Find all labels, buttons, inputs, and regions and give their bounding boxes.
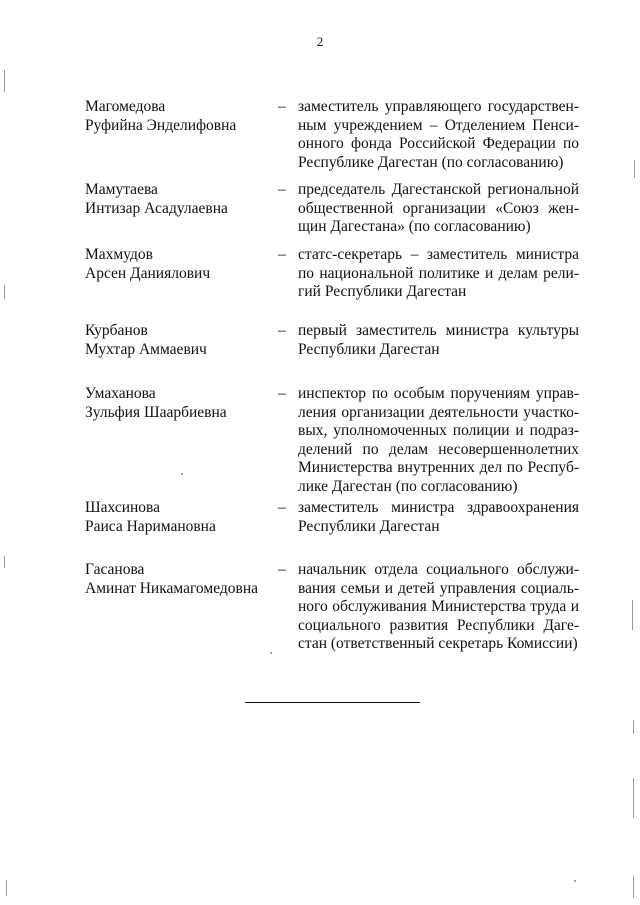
role-line: стан (ответственный секретарь Комиссии) xyxy=(298,635,578,652)
member-role xyxy=(298,561,579,654)
member-given-names: Раиса Наримановна xyxy=(85,517,216,535)
member-given-names: Мухтар Аммаевич xyxy=(85,340,207,358)
dash-separator: – xyxy=(278,181,286,198)
role-line: заместитель управляющего государствен- xyxy=(298,98,579,115)
member-surname: Шахсинова xyxy=(85,499,161,516)
role-line: Республики Дагестан xyxy=(298,517,440,535)
scan-edge-mark xyxy=(632,600,633,630)
member-role xyxy=(298,322,579,359)
dash-separator: – xyxy=(278,385,286,402)
role-line: щин Дагестана» (по согласованию) xyxy=(298,218,531,235)
role-line: по национальной политике и делам рели- xyxy=(298,264,579,282)
role-line: лике Дагестан (по согласованию) xyxy=(298,477,518,495)
member-given-names: Аминат Никамагомедовна xyxy=(85,579,259,597)
member-given-names: Интизар Асадулаевна xyxy=(85,199,228,217)
member-name xyxy=(85,385,275,422)
member-name xyxy=(85,561,275,598)
member-surname: Махмудов xyxy=(85,246,153,263)
scan-speck xyxy=(270,652,272,654)
role-line: Республики Дагестан xyxy=(298,340,440,358)
member-name xyxy=(85,322,275,359)
role-line: инспектор по особым поручениям управ- xyxy=(298,385,579,402)
role-line: социального развития Республики Даге- xyxy=(298,616,579,634)
member-name xyxy=(85,499,275,536)
member-name xyxy=(85,246,275,283)
role-line: заместитель министра здравоохранения xyxy=(298,499,579,516)
scan-edge-mark xyxy=(633,720,634,734)
role-line: ного обслуживания Министерства труда и xyxy=(298,598,579,615)
dash-separator: – xyxy=(278,499,286,516)
member-given-names: Арсен Даниялович xyxy=(85,264,211,282)
role-line: начальник отдела социального обслужи- xyxy=(298,561,579,578)
member-name xyxy=(85,98,275,135)
member-role xyxy=(298,181,579,237)
dash-separator: – xyxy=(278,98,286,115)
member-role xyxy=(298,98,579,172)
role-line: первый заместитель министра культуры xyxy=(298,322,579,339)
member-surname: Мамутаева xyxy=(85,181,158,198)
scan-speck xyxy=(181,473,183,475)
dash-separator: – xyxy=(278,322,286,339)
role-line: гий Республики Дагестан xyxy=(298,283,467,300)
page-number: 2 xyxy=(316,34,324,49)
role-line: делений по делам несовершеннолетних xyxy=(298,440,579,458)
member-surname: Курбанов xyxy=(85,322,148,339)
dash-separator: – xyxy=(278,561,286,578)
role-line: Министерства внутренних дел по Респуб- xyxy=(298,459,579,476)
dash-separator: – xyxy=(278,246,286,263)
scan-edge-mark xyxy=(6,880,7,896)
scan-edge-mark xyxy=(4,556,5,568)
role-line: онного фонда Российской Федерации по xyxy=(298,135,579,152)
scan-edge-mark xyxy=(4,70,5,92)
role-line: ления организации деятельности участко- xyxy=(298,403,579,421)
member-surname: Гасанова xyxy=(85,561,145,578)
role-line: вания семьи и детей управления социаль- xyxy=(298,579,579,597)
member-given-names: Зульфия Шаарбиевна xyxy=(85,403,227,421)
closing-rule xyxy=(245,702,420,703)
role-line: Республике Дагестан (по согласованию) xyxy=(298,153,564,171)
member-surname: Магомедова xyxy=(85,98,166,115)
member-given-names: Руфийна Энделифовна xyxy=(85,116,237,134)
role-line: председатель Дагестанской региональной xyxy=(298,181,579,198)
member-role xyxy=(298,385,579,496)
member-surname: Умаханова xyxy=(85,385,156,402)
scan-edge-mark xyxy=(633,876,634,898)
scan-edge-mark xyxy=(634,160,635,178)
scan-edge-mark xyxy=(4,285,5,299)
member-name xyxy=(85,181,275,218)
member-role xyxy=(298,246,579,302)
member-role xyxy=(298,499,579,536)
scan-speck xyxy=(574,880,576,882)
role-line: статс-секретарь – заместитель министра xyxy=(298,246,579,263)
role-line: ным учреждением – Отделением Пенси- xyxy=(298,116,579,134)
scan-edge-mark xyxy=(633,778,634,818)
role-line: вых, уполномоченных полиции и подраз- xyxy=(298,422,579,439)
role-line: общественной организации «Союз жен- xyxy=(298,199,579,217)
